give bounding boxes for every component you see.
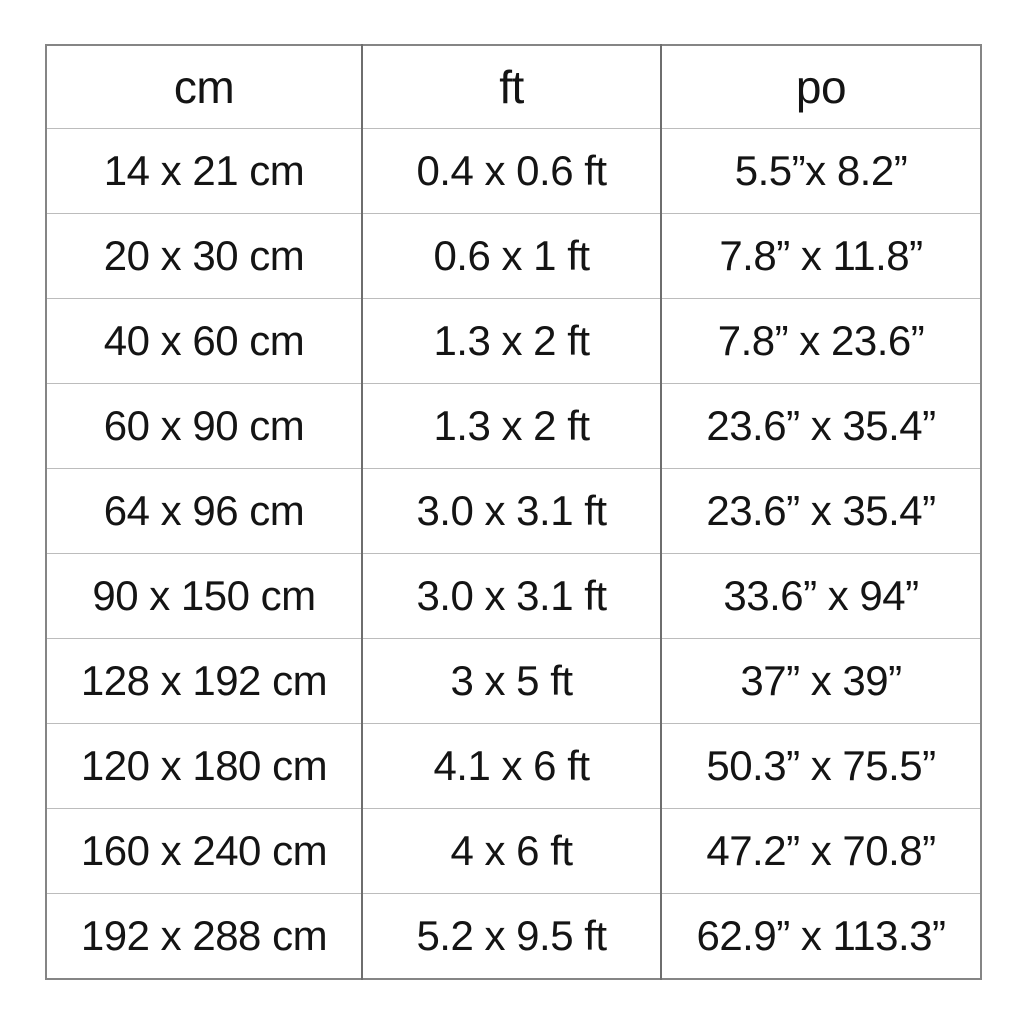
header-row xyxy=(46,45,981,129)
table-cell: 0.4 x 0.6 ft xyxy=(362,129,661,214)
table-row xyxy=(46,299,981,384)
table-cell: 47.2” x 70.8” xyxy=(661,809,981,894)
table-cell: 192 x 288 cm xyxy=(46,894,362,980)
table-row xyxy=(46,554,981,639)
table-cell: 64 x 96 cm xyxy=(46,469,362,554)
table-cell: 7.8” x 11.8” xyxy=(661,214,981,299)
table-cell: 3.0 x 3.1 ft xyxy=(362,469,661,554)
table-cell: 23.6” x 35.4” xyxy=(661,469,981,554)
column-header-cm: cm xyxy=(46,45,362,129)
table-row xyxy=(46,214,981,299)
table-cell: 4 x 6 ft xyxy=(362,809,661,894)
table-cell: 3 x 5 ft xyxy=(362,639,661,724)
table-cell: 7.8” x 23.6” xyxy=(661,299,981,384)
table-row xyxy=(46,129,981,214)
table-cell: 50.3” x 75.5” xyxy=(661,724,981,809)
table-cell: 1.3 x 2 ft xyxy=(362,299,661,384)
table-cell: 5.2 x 9.5 ft xyxy=(362,894,661,980)
table-cell: 40 x 60 cm xyxy=(46,299,362,384)
table-cell: 37” x 39” xyxy=(661,639,981,724)
table-row xyxy=(46,809,981,894)
column-header-ft: ft xyxy=(362,45,661,129)
table-cell: 20 x 30 cm xyxy=(46,214,362,299)
table-cell: 3.0 x 3.1 ft xyxy=(362,554,661,639)
table-cell: 23.6” x 35.4” xyxy=(661,384,981,469)
table-cell: 14 x 21 cm xyxy=(46,129,362,214)
table-cell: 5.5”x 8.2” xyxy=(661,129,981,214)
table-cell: 33.6” x 94” xyxy=(661,554,981,639)
table-row xyxy=(46,469,981,554)
table-cell: 0.6 x 1 ft xyxy=(362,214,661,299)
table-cell: 60 x 90 cm xyxy=(46,384,362,469)
table-cell: 90 x 150 cm xyxy=(46,554,362,639)
table-cell: 160 x 240 cm xyxy=(46,809,362,894)
table-row xyxy=(46,724,981,809)
table-cell: 1.3 x 2 ft xyxy=(362,384,661,469)
table-row xyxy=(46,639,981,724)
column-header-po: po xyxy=(661,45,981,129)
table-cell: 128 x 192 cm xyxy=(46,639,362,724)
table-row xyxy=(46,894,981,980)
table-cell: 4.1 x 6 ft xyxy=(362,724,661,809)
table-cell: 62.9” x 113.3” xyxy=(661,894,981,980)
table-body xyxy=(46,129,981,980)
table-header xyxy=(46,45,981,129)
table-row xyxy=(46,384,981,469)
size-conversion-table xyxy=(45,44,982,980)
table-cell: 120 x 180 cm xyxy=(46,724,362,809)
